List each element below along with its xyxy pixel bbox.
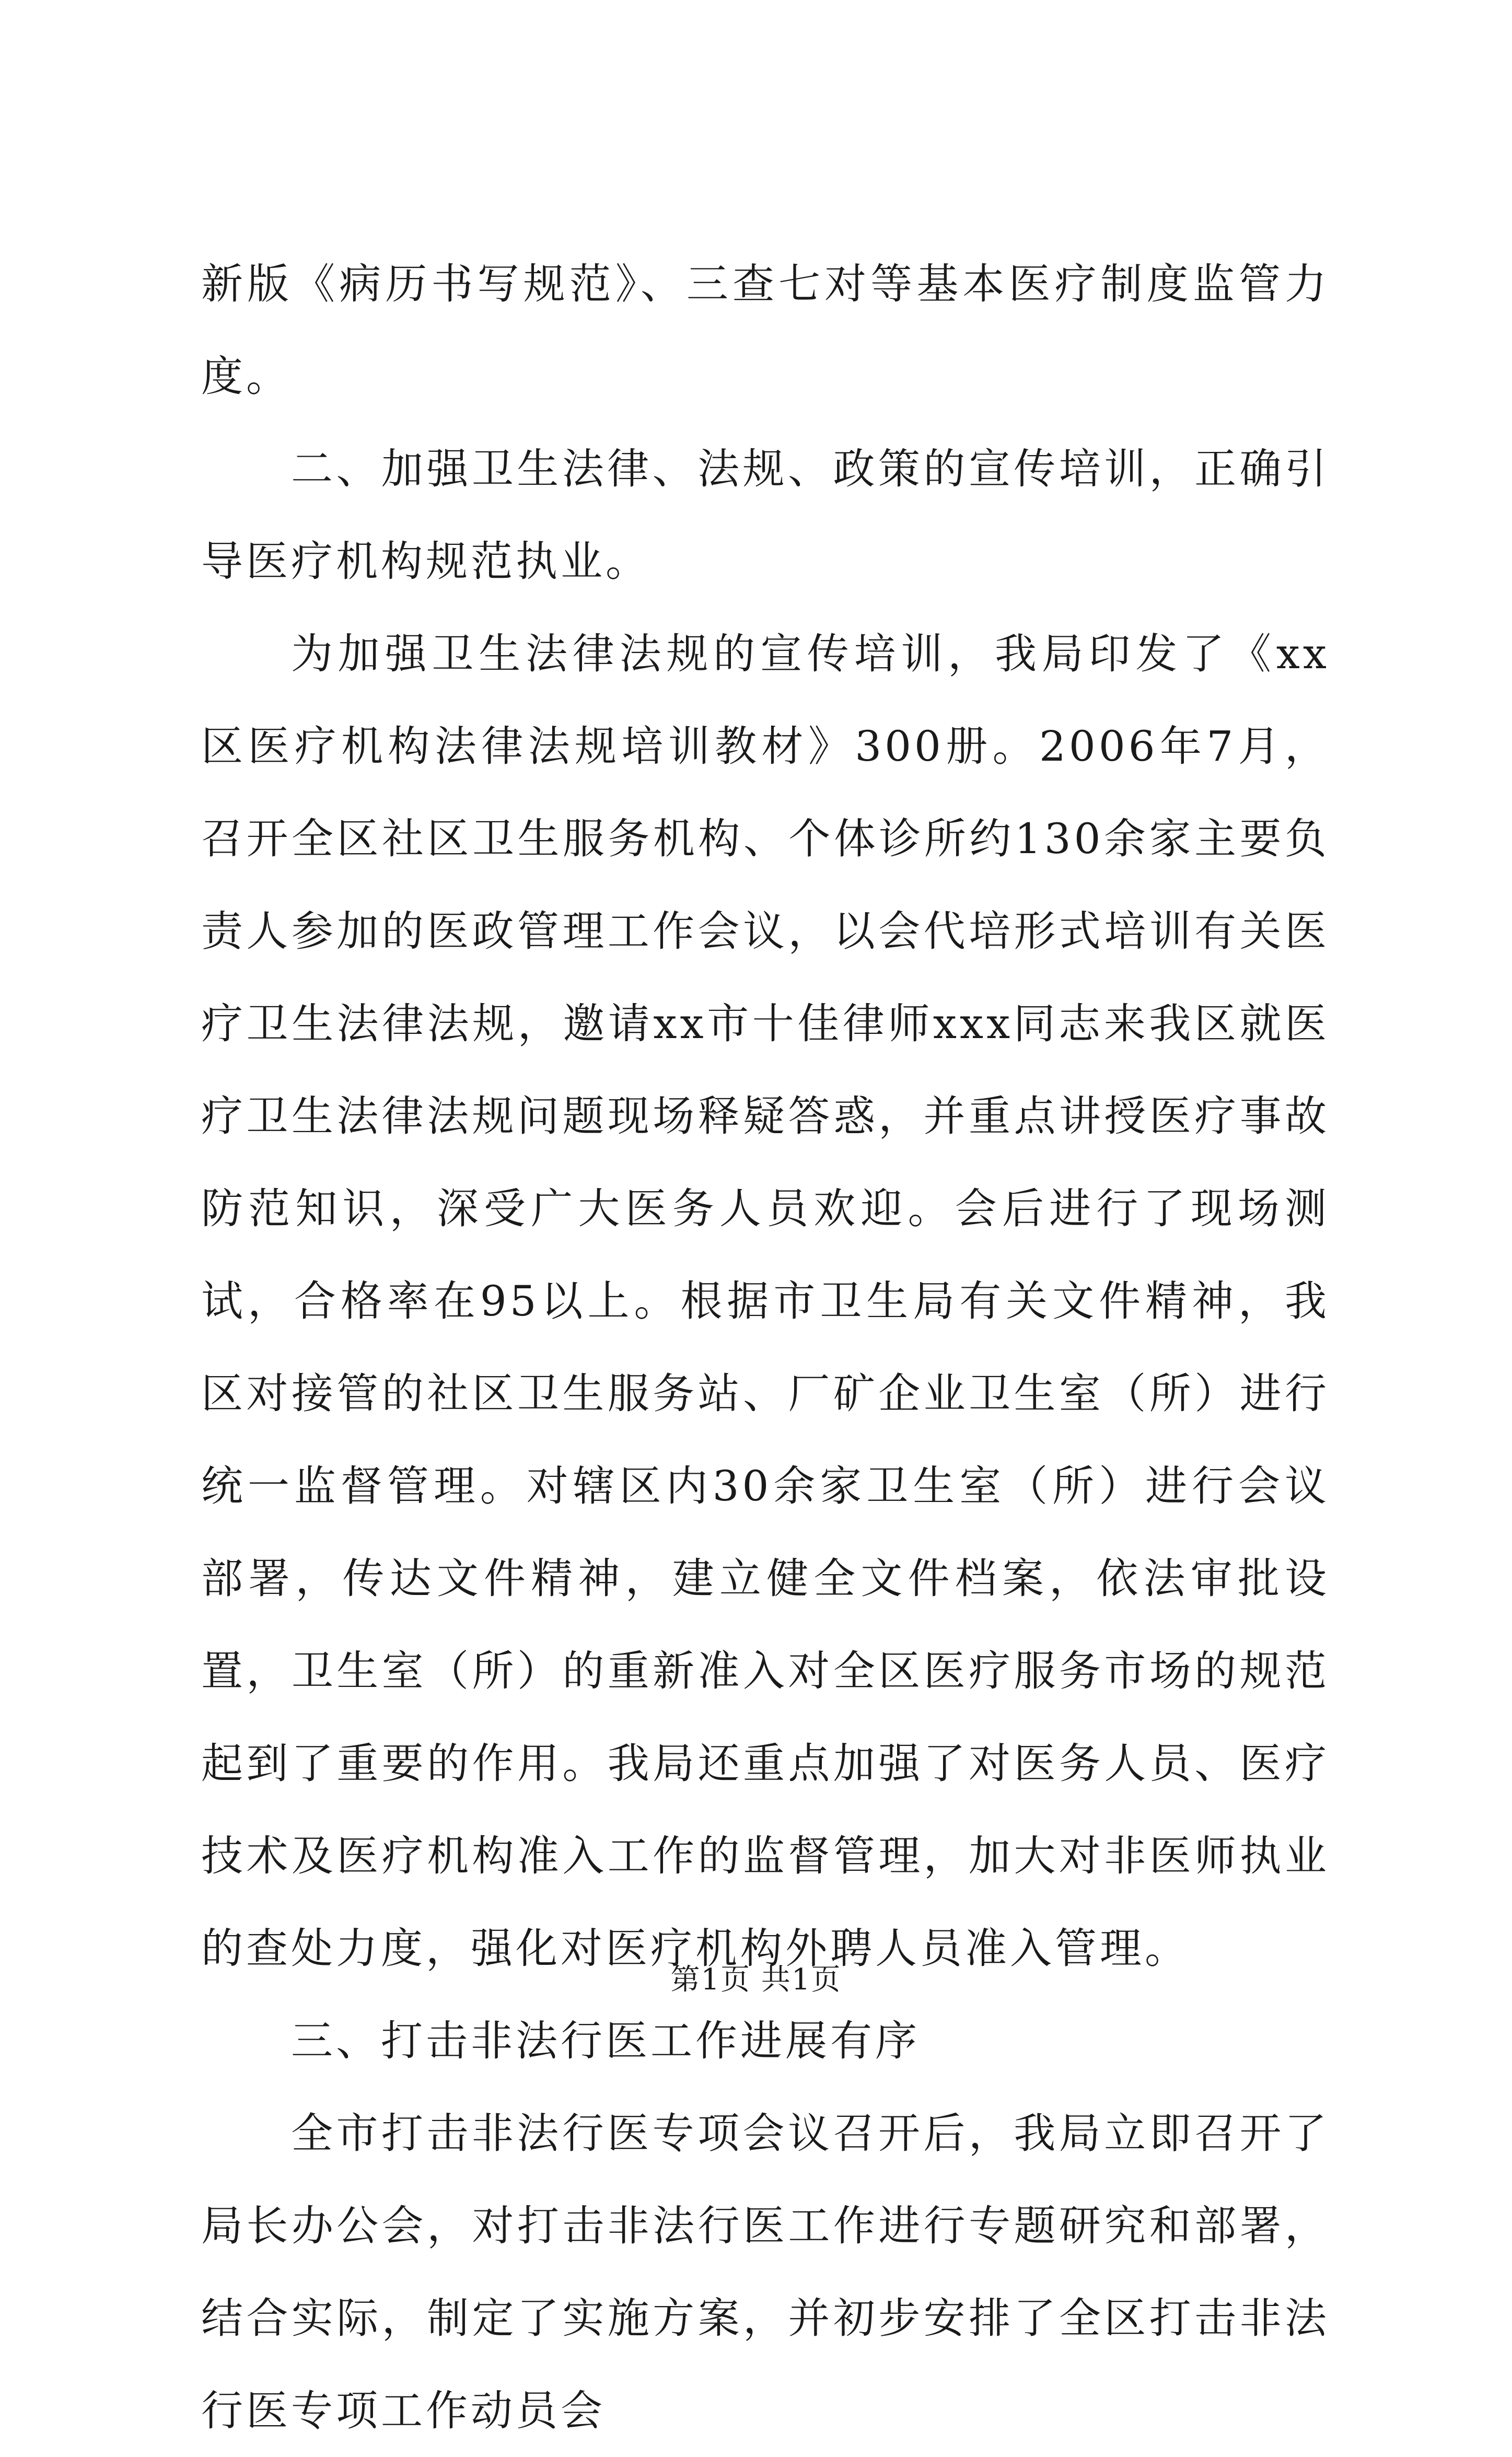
section-heading-3: 三、打击非法行医工作进展有序: [291, 2017, 920, 2065]
document-body: [201, 238, 1330, 2457]
page-number-label: 第1页 共1页: [670, 1963, 842, 1997]
section-heading-2: 二、加强卫生法律、法规、政策的宣传培训，正确引导医疗机构规范执业。: [201, 445, 1330, 586]
page-footer: [0, 1962, 1512, 1998]
paragraph-legal-training: 为加强卫生法律法规的宣传培训，我局印发了《xx区医疗机构法律法规培训教材》300册。2006年7月，召开全区社区卫生服务机构、个体诊所约130余家主要负责人参加的医政管理工作会议，以会代培形式培训有关医疗卫生法律法规，邀请xx市十佳律师xxx同志来我区就医疗卫生法律法规问题现场释疑答惑，并重点讲授医疗事故防范知识，深受广大医务人员欢迎。会后进行了现场测试，合格率在95以上。根据市卫生局有关文件精神，我区对接管的社区卫生服务站、厂矿企业卫生室（所）进行统一监督管理。对辖区内30余家卫生室（所）进行会议部署，传达文件精神，建立健全文件档案，依法审批设置，卫生室（所）的重新准入对全区医疗服务市场的规范起到了重要的作用。我局还重点加强了对医务人员、医疗技术及医疗机构准入工作的监督管理，加大对非医师执业的查处力度，强化对医疗机构外聘人员准入管理。: [201, 630, 1330, 1973]
paragraph-continuation: 新版《病历书写规范》、三查七对等基本医疗制度监管力度。: [201, 260, 1330, 401]
paragraph-illegal-practice: 全市打击非法行医专项会议召开后，我局立即召开了局长办公会，对打击非法行医工作进行专题研究和部署，结合实际，制定了实施方案，并初步安排了全区打击非法行医专项工作动员会: [201, 2109, 1330, 2435]
